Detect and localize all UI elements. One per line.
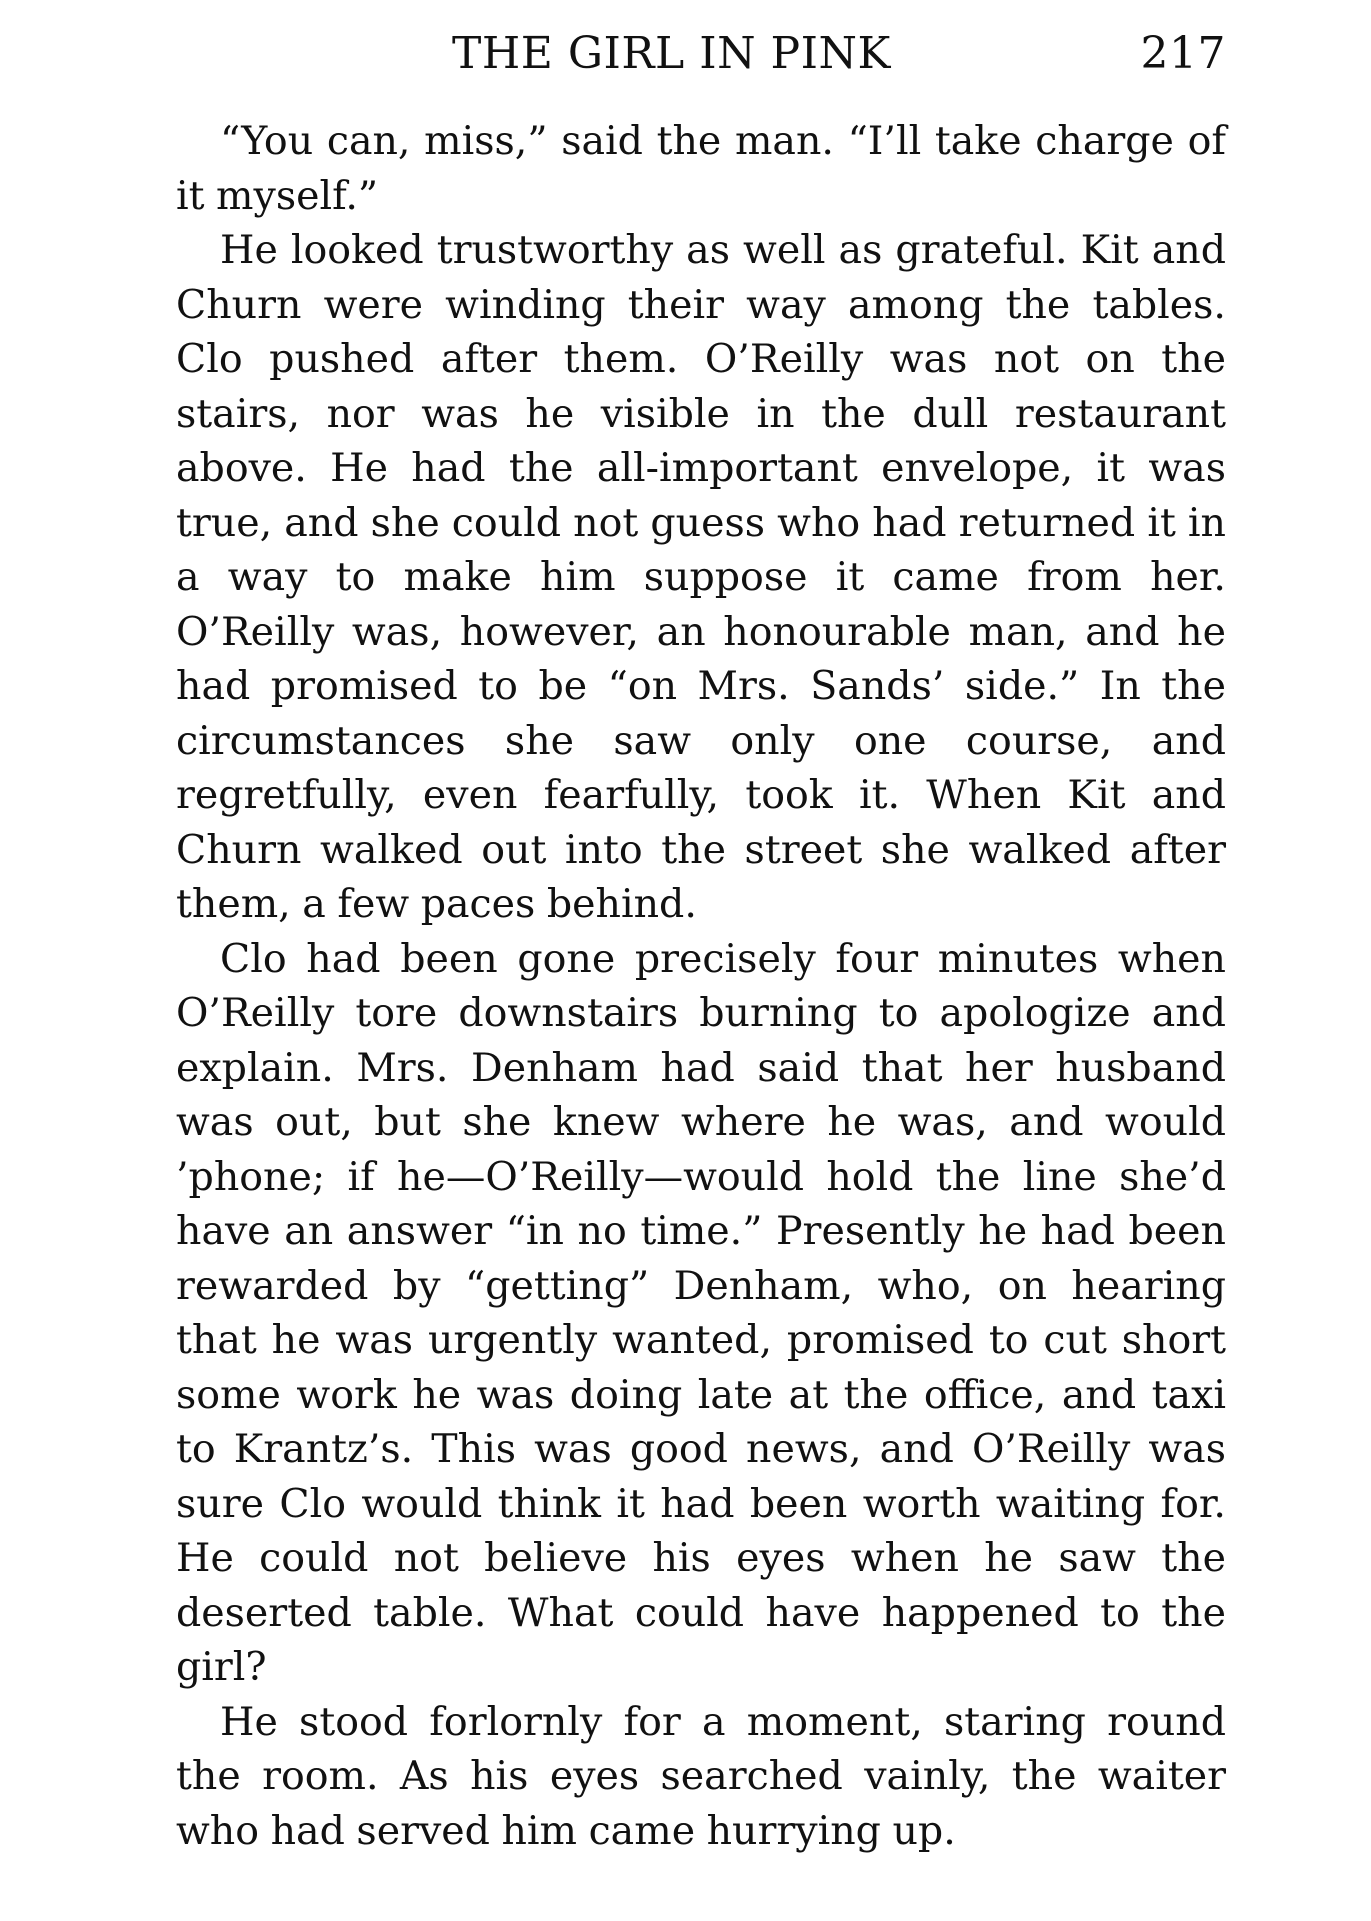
paragraph: “You can, miss,” said the man. “I’ll take charge of it myself.”	[176, 118, 1226, 219]
paragraph: He looked trustworthy as well as grateful. Kit and Churn were winding their way among the tables. Clo pushed after them. O’Reilly was not on the stairs, nor was he visible in the dull restaurant above. He had the all-important envelope, it was true, and she could not guess who had returned it in a way to make him suppose it came from her. O’Reilly was, however, an honourable man, and he had promised to be “on Mrs. Sands’ side.” In the circumstances she saw only one course, and regretfully, even fearfully, took it. When Kit and Churn walked out into the street she walked after them, a few paces behind.	[176, 227, 1226, 927]
body-text	[176, 114, 1226, 1858]
paragraph: He stood forlornly for a moment, staring round the room. As his eyes searched vainly, the waiter who had served him came hurrying up.	[176, 1698, 1226, 1854]
page-number: 217	[1140, 28, 1226, 79]
running-head-title: THE GIRL IN PINK	[452, 28, 891, 79]
running-head	[176, 28, 1226, 88]
paragraph: Clo had been gone precisely four minutes when O’Reilly tore downstairs burning to apologize and explain. Mrs. Denham had said that her husband was out, but she knew where he was, and would ’phone; if he—O’Reilly—would hold the line she’d have an answer “in no time.” Presently he had been rewarded by “getting” Denham, who, on hearing that he was urgently wanted, promised to cut short some work he was doing late at the office, and taxi to Krantz’s. This was good news, and O’Reilly was sure Clo would think it had been worth waiting for. He could not believe his eyes when he saw the deserted table. What could have happened to the girl?	[176, 935, 1226, 1690]
